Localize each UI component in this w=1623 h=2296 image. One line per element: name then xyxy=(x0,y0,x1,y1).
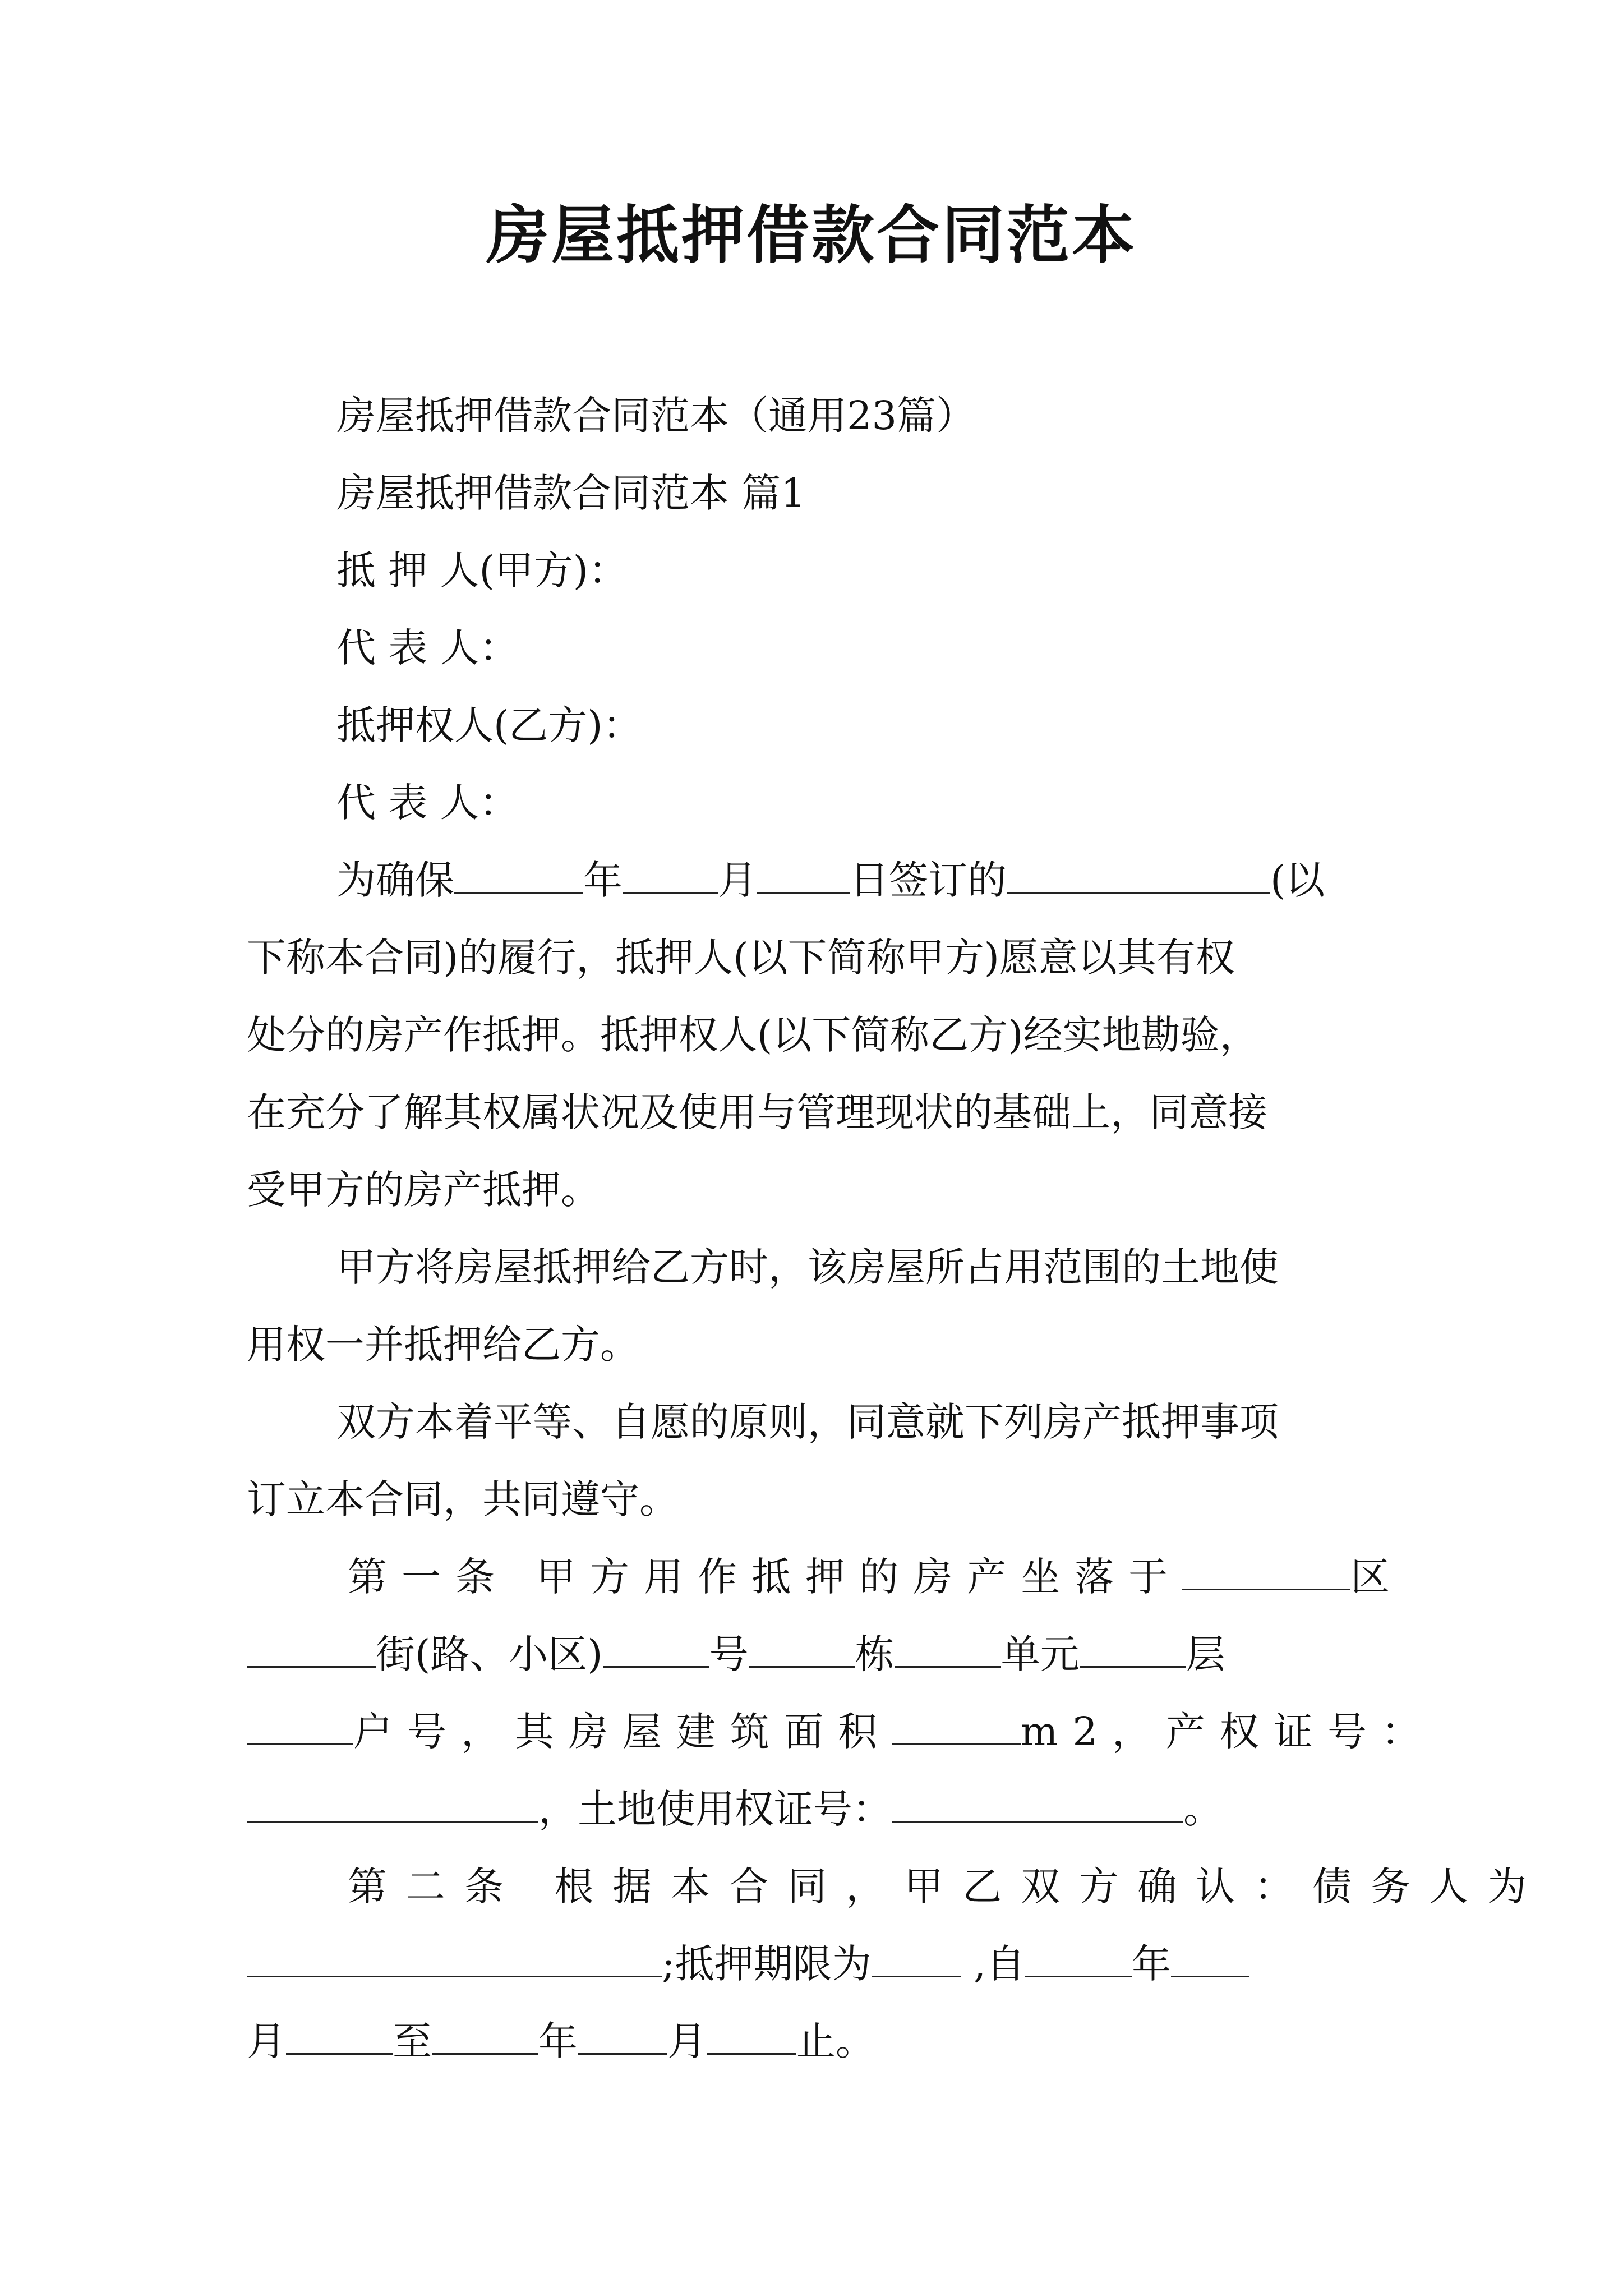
blank-start-year xyxy=(1025,1942,1132,1977)
text-fragment: 年 xyxy=(583,857,623,903)
article-1 xyxy=(247,1538,1435,1848)
paragraph-3 xyxy=(247,1383,1382,1538)
text-fragment: 街(路、小区) xyxy=(376,1631,603,1677)
text-fragment: 年 xyxy=(1132,1941,1172,1987)
blank-building xyxy=(749,1632,855,1668)
article-2-line-3 xyxy=(247,2003,1382,2080)
text-fragment: 至 xyxy=(393,2018,432,2064)
text-fragment: 户号，其房屋建筑面积 xyxy=(353,1709,892,1755)
text-fragment: 区 xyxy=(1350,1554,1390,1600)
field-mortgagor: 抵 押 人(甲方)： xyxy=(336,547,628,593)
paragraph-2-line-1: 甲方将房屋抵押给乙方时，该房屋所占用范围的土地使 xyxy=(336,1244,1279,1290)
blank-number xyxy=(603,1632,709,1668)
blank-end-year xyxy=(432,2019,538,2055)
text-fragment: (以 xyxy=(1270,857,1325,903)
subtitle: 房屋抵押借款合同范本（通用23篇） xyxy=(336,393,976,439)
paragraph-1-line-3: 处分的房产作抵押。抵押权人(以下简称乙方)经实地勘验， xyxy=(247,1012,1259,1058)
blank-floor xyxy=(1080,1632,1186,1668)
blank-property-cert xyxy=(247,1787,538,1823)
paragraph-1-line-1 xyxy=(247,841,1382,919)
blank-contract-name xyxy=(1007,858,1270,894)
blank-district xyxy=(1182,1555,1350,1590)
text-fragment: 层 xyxy=(1186,1631,1225,1677)
paragraph-3-line-1: 双方本着平等、自愿的原则，同意就下列房产抵押事项 xyxy=(336,1399,1279,1445)
text-fragment: 栋 xyxy=(855,1631,895,1677)
text-fragment: 第一条 甲方用作抵押的房产坐落于 xyxy=(348,1554,1183,1600)
article-1-line-2 xyxy=(247,1616,1382,1693)
text-fragment: 。 xyxy=(1183,1786,1223,1832)
blank-day xyxy=(757,858,850,894)
text-fragment: ,自 xyxy=(961,1941,1026,1987)
paragraph-1-line-5: 受甲方的房产抵押。 xyxy=(247,1167,600,1213)
text-fragment: 日签订的 xyxy=(850,857,1007,903)
document-title: 房屋抵押借款合同范本 xyxy=(486,199,1137,272)
article-1-line-1 xyxy=(247,1538,1390,1616)
blank-land-cert xyxy=(892,1787,1183,1823)
blank-end-day xyxy=(707,2019,796,2055)
blank-term xyxy=(872,1942,961,1977)
paragraph-1-line-4: 在充分了解其权属状况及使用与管理现状的基础上，同意接 xyxy=(247,1089,1267,1135)
blank-street xyxy=(247,1632,376,1668)
document-body xyxy=(247,377,1546,2080)
article-2-line-2 xyxy=(247,1925,1382,2003)
text-fragment: 月 xyxy=(247,2018,286,2064)
text-fragment: 止。 xyxy=(796,2018,875,2064)
section-heading: 房屋抵押借款合同范本 篇1 xyxy=(336,470,806,516)
paragraph-2-line-2: 用权一并抵押给乙方。 xyxy=(247,1322,639,1368)
article-1-line-4 xyxy=(247,1770,1382,1848)
article-1-line-3 xyxy=(247,1693,1435,1770)
article-2 xyxy=(247,1848,1546,2080)
field-representative-2: 代 表 人： xyxy=(336,780,519,826)
article-2-line-1 xyxy=(247,1848,1546,1925)
text-fragment: 月 xyxy=(667,2018,707,2064)
blank-start-day xyxy=(286,2019,393,2055)
paragraph-2 xyxy=(247,1228,1382,1383)
text-fragment: 第二条 根据本合同，甲乙双方确认：债务人为 xyxy=(348,1864,1546,1910)
blank-end-month xyxy=(578,2019,667,2055)
blank-year xyxy=(454,858,583,894)
blank-unit xyxy=(895,1632,1001,1668)
text-fragment: ，土地使用权证号： xyxy=(538,1786,892,1832)
text-fragment: 为确保 xyxy=(336,857,454,903)
text-fragment: ;抵押期限为 xyxy=(662,1941,872,1987)
blank-month xyxy=(623,858,718,894)
text-fragment: 年 xyxy=(538,2018,578,2064)
field-mortgagee: 抵押权人(乙方)： xyxy=(336,702,642,748)
text-fragment: 号 xyxy=(709,1631,749,1677)
field-representative-1: 代 表 人： xyxy=(336,625,519,671)
paragraph-1-line-2: 下称本合同)的履行，抵押人(以下简称甲方)愿意以其有权 xyxy=(247,935,1235,981)
blank-room xyxy=(247,1710,353,1745)
blank-debtor xyxy=(247,1942,662,1977)
text-fragment: 单元 xyxy=(1000,1631,1080,1677)
blank-area xyxy=(892,1710,1021,1745)
blank-start-month-end xyxy=(1171,1942,1249,1977)
paragraph-1 xyxy=(247,841,1382,1228)
paragraph-3-line-2: 订立本合同，共同遵守。 xyxy=(247,1476,679,1522)
text-fragment: 月 xyxy=(718,857,757,903)
text-fragment: m2，产权证号： xyxy=(1021,1709,1435,1755)
